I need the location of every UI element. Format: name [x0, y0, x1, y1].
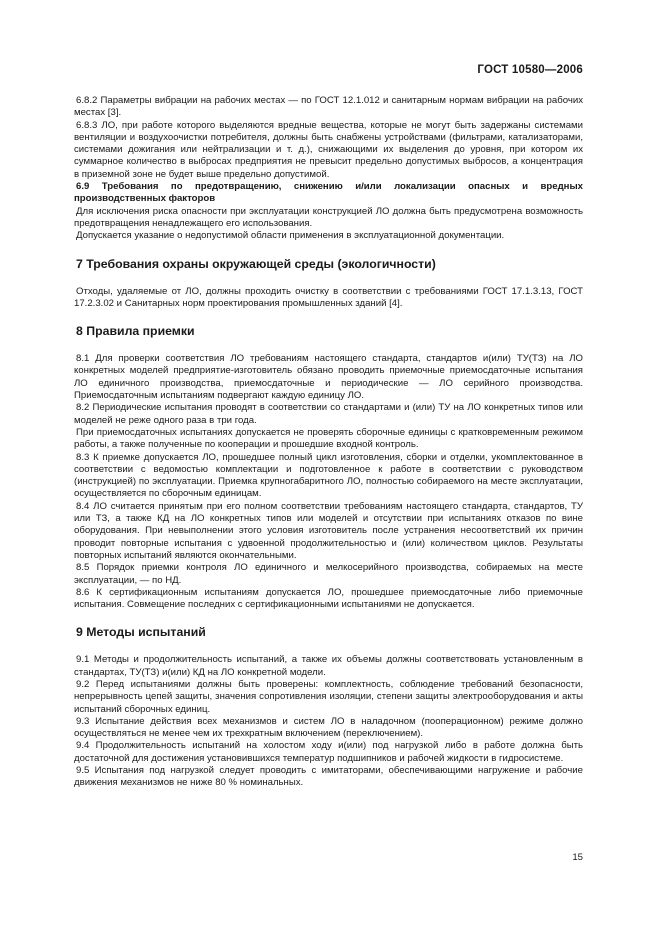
paragraph-8-2-note: При приемосдаточных испытаниях допускается не проверять сборочные единицы с кратковременным режимом работы, а также полученные по кооперации и прошедшие входной контроль. — [74, 426, 583, 451]
paragraph-risk-prevention: Для исключения риска опасности при эксплуатации конструкцией ЛО должна быть предусмотрена возможность предотвращения ненадлежащего его использования. — [74, 205, 583, 229]
paragraph-6-8-2: 6.8.2 Параметры вибрации на рабочих местах — по ГОСТ 12.1.012 и санитарным нормам вибрации на рабочих местах [3]. — [74, 95, 583, 119]
document-code-header: ГОСТ 10580—2006 — [477, 64, 583, 76]
page-number: 15 — [572, 852, 583, 863]
paragraph-9-5: 9.5 Испытания под нагрузкой следует проводить с имитаторами, обеспечивающими нагружение и рабочие движения механизмов не ниже 80 % номинальных. — [74, 765, 583, 789]
paragraph-6-8-3: 6.8.3 ЛО, при работе которого выделяются вредные вещества, которые не могут быть задержаны системами вентиляции и воздухоочистки потребителя, должны быть снабжены устройствами (фильтрами, катализаторами, системами дожигания или нейтрализации и т. д.), снижающими их выделения до уровня, при котором их суммарное количество в выбросах предприятия не превысит предельно допустимых выбросов, а концентрация в приземной зоне не будет выше предельно допустимой. — [74, 119, 583, 180]
paragraph-8-4: 8.4 ЛО считается принятым при его полном соответствии требованиям настоящего стандарта, стандартов, ТУ или ТЗ, а также КД на ЛО конкретных типов или моделей и отсутствии при испытаниях отказов по вине оборудования. При невыполнении этого условия изготовитель после устранения несоответствий их причин проводит повторные испытания с удвоенной продолжительностью и (или) количеством циклов. Результаты повторных испытаний являются окончательными. — [74, 500, 583, 561]
section-8-heading: 8 Правила приемки — [76, 324, 195, 339]
paragraph-8-3: 8.3 К приемке допускается ЛО, прошедшее полный цикл изготовления, сборки и отделки, укомплектованное в соответствии с ведомостью комплектации и подготовленное к работе в соответствии с руководством (инструкцией) по эксплуатации. Приемка крупногабаритного ЛО, полностью собираемого на месте эксплуатации, осуществляется по сборочным единицам. — [74, 451, 583, 500]
subsection-6-9-heading: 6.9 Требования по предотвращению, снижению и/или локализации опасных и вредных производственных факторов — [74, 181, 583, 205]
paragraph-8-5: 8.5 Порядок приемки контроля ЛО единичного и мелкосерийного производства, собираемых на месте эксплуатации, — по НД. — [74, 562, 583, 586]
paragraph-misuse-note: Допускается указание о недопустимой области применения в эксплуатационной документации. — [76, 230, 505, 242]
paragraph-9-2: 9.2 Перед испытаниями должны быть проверены: комплектность, соблюдение требований безопасности, непрерывность цепей защиты, значения сопротивления изоляции, степени защиты электрооборудования и акты испытаний сборочных единиц. — [74, 678, 583, 715]
section-9-heading: 9 Методы испытаний — [76, 625, 206, 640]
paragraph-waste-treatment: Отходы, удаляемые от ЛО, должны проходить очистку в соответствии с требованиями ГОСТ 17.1.3.13, ГОСТ 17.2.3.02 и Санитарных норм проектирования промышленных зданий [4]. — [74, 285, 583, 309]
paragraph-9-1: 9.1 Методы и продолжительность испытаний, а также их объемы должны соответствовать установленным в стандартах, ТУ(ТЗ) и(или) КД на ЛО конкретной модели. — [74, 654, 583, 678]
paragraph-8-6: 8.6 К сертификационным испытаниям допускается ЛО, прошедшее приемосдаточные либо приемочные испытания. Совмещение последних с сертификационными испытаниями не допускается. — [74, 586, 583, 611]
paragraph-9-3: 9.3 Испытание действия всех механизмов и систем ЛО в наладочном (пооперационном) режиме должно осуществляться не менее чем их трехкратным включением (переключением). — [74, 715, 583, 740]
document-body — [74, 95, 583, 790]
section-7-heading: 7 Требования охраны окружающей среды (экологичности) — [76, 256, 436, 271]
paragraph-9-4: 9.4 Продолжительность испытаний на холостом ходу и(или) под нагрузкой либо в работе должна быть достаточной для достижения установившихся температур подшипников и рабочей жидкости в гидросистеме. — [74, 740, 583, 764]
paragraph-8-2: 8.2 Периодические испытания проводят в соответствии со стандартами и (или) ТУ на ЛО конкретных типов или моделей не реже одного раза в три года. — [74, 402, 583, 426]
paragraph-8-1: 8.1 Для проверки соответствия ЛО требованиям настоящего стандарта, стандартов и(или) ТУ(ТЗ) на ЛО конкретных моделей предприятие-изготовитель обязано проводить приемочные приемосдаточные испытания ЛО единичного производства, приемосдаточные и периодические — ЛО серийного производства. Приемосдаточным испытаниям подвергают каждую единицу ЛО. — [74, 353, 583, 402]
